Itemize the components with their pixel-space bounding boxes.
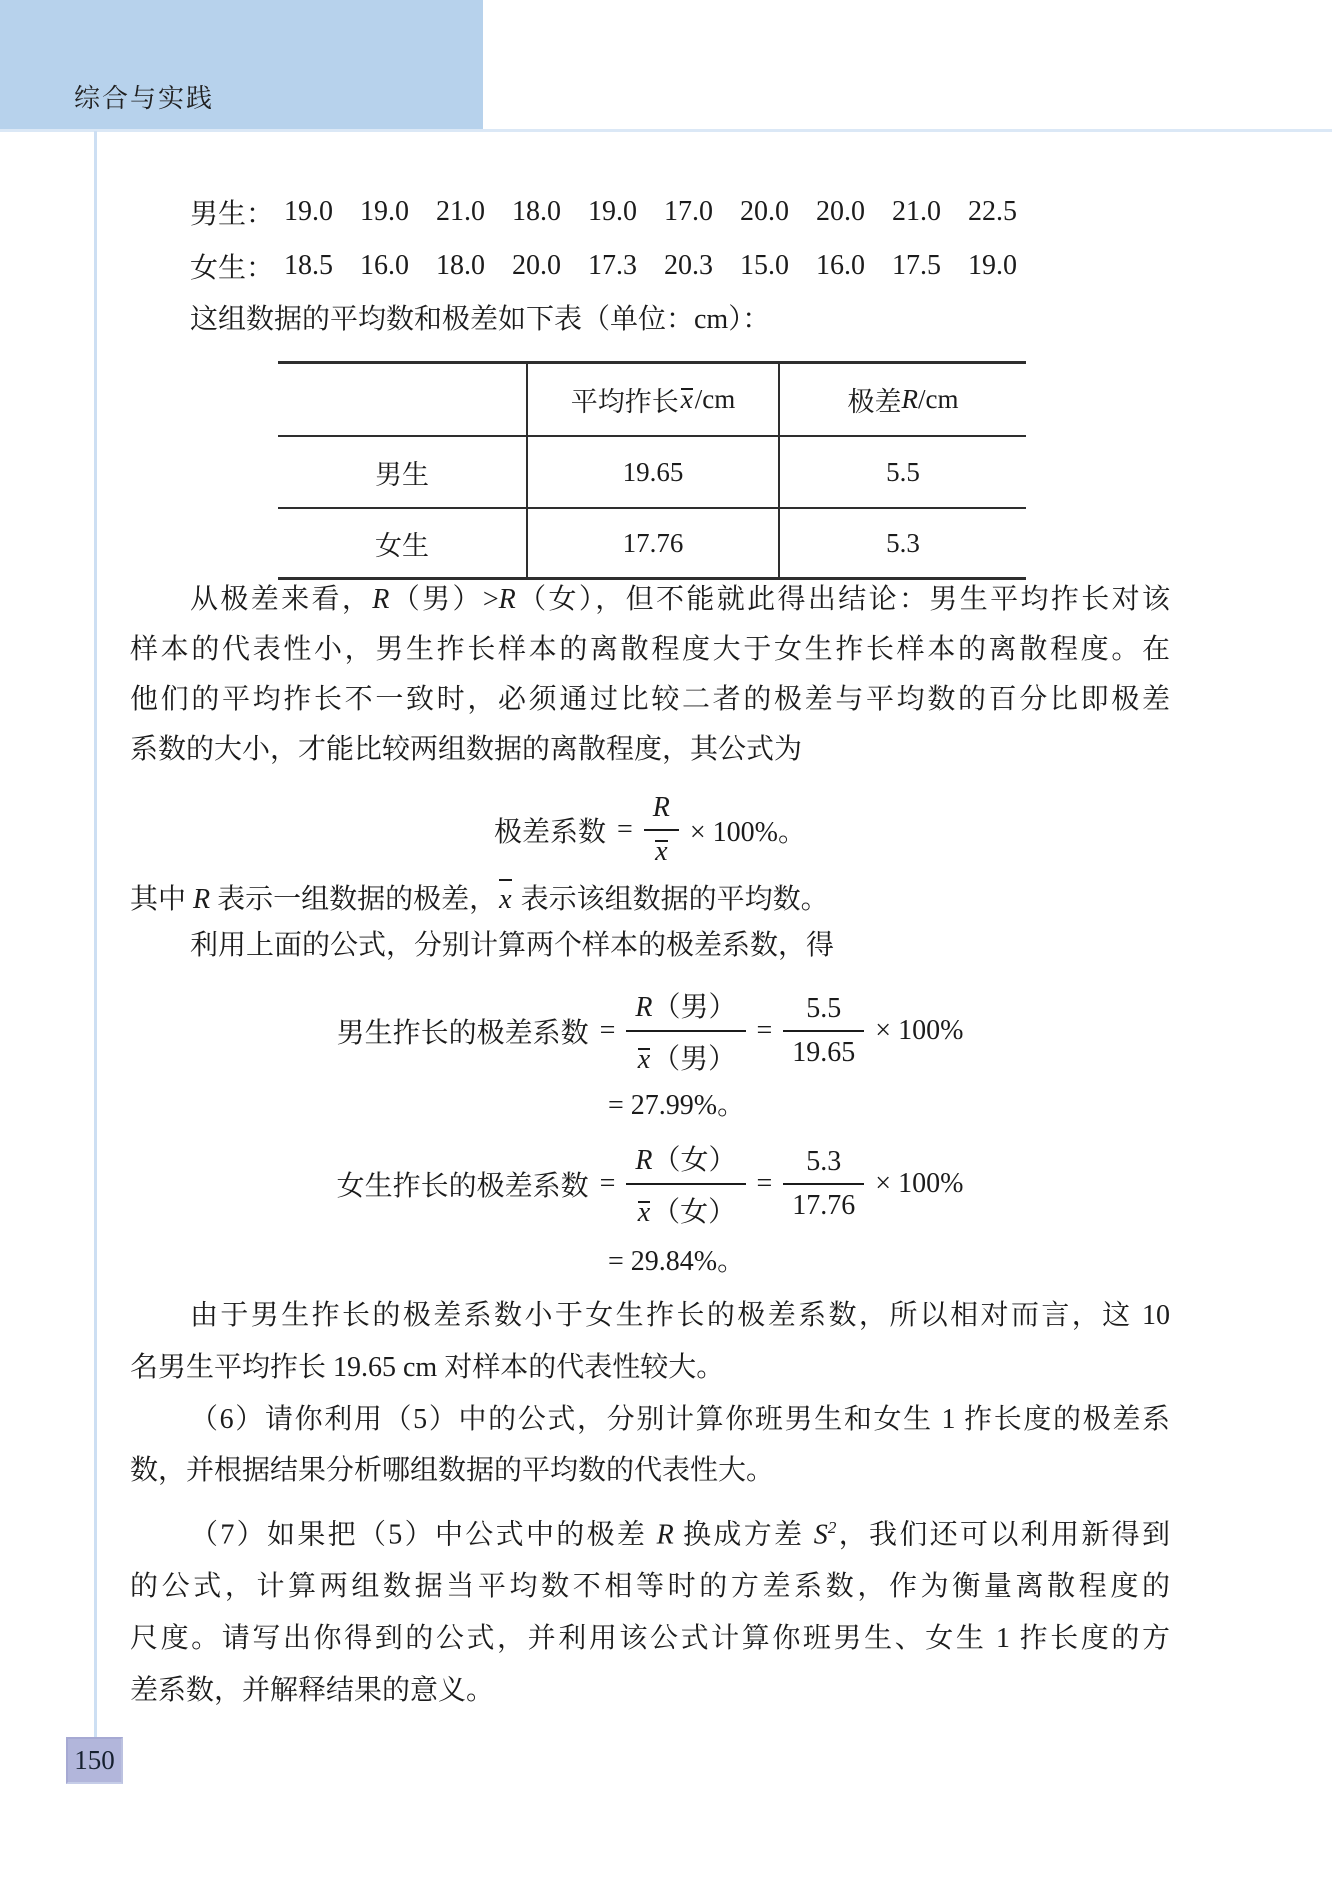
fraction-numerator: R <box>644 792 679 831</box>
data-value: 16.0 <box>360 250 410 281</box>
fraction-numerator: 5.5 <box>783 993 864 1032</box>
question-7 <box>130 1502 1170 1717</box>
mean-value: 17.76 <box>526 509 778 577</box>
equation-tail: × 100% <box>875 1168 964 1199</box>
paragraph-line: 他们的平均拃长不一致时，必须通过比较二者的极差与平均数的百分比即极差 <box>130 684 1170 715</box>
data-value: 19.0 <box>968 250 1018 281</box>
fraction <box>783 1146 864 1222</box>
fraction <box>626 1138 745 1230</box>
table-row-boys <box>278 435 1026 507</box>
stats-table <box>278 361 1026 580</box>
equation-male-result: = 27.99%。 <box>608 1090 746 1121</box>
data-value: 21.0 <box>892 196 942 227</box>
data-value: 16.0 <box>816 250 866 281</box>
girls-label: 女生： <box>190 253 275 284</box>
data-value: 19.0 <box>360 196 410 227</box>
fraction <box>626 985 745 1077</box>
fraction-numerator: R（女） <box>626 1138 745 1185</box>
row-label: 男生 <box>375 459 429 490</box>
chapter-title: 综合与实践 <box>74 83 215 113</box>
table-header-row <box>278 364 1026 435</box>
equals-sign: = <box>756 1168 773 1199</box>
header-cell-range: 极差 R /cm <box>778 364 1026 435</box>
data-value: 20.0 <box>512 250 562 281</box>
equation-label: 男生拃长的极差系数 <box>336 1018 589 1049</box>
data-value: 19.0 <box>588 196 638 227</box>
fraction-denominator: 19.65 <box>792 1037 856 1068</box>
equals-sign: = <box>616 814 633 845</box>
girls-data-row <box>130 240 1230 292</box>
fraction-numerator: R（男） <box>626 985 745 1032</box>
paragraph-line: 名男生平均拃长 19.65 cm 对样本的代表性较大。 <box>130 1352 725 1383</box>
fraction-denominator: x（女） <box>637 1197 737 1228</box>
boys-label: 男生： <box>190 199 275 230</box>
girls-values <box>284 250 1017 282</box>
boys-data-row <box>130 186 1230 238</box>
paragraph-line: （6）请你利用（5）中的公式，分别计算你班男生和女生 1 拃长度的极差系 <box>190 1404 1170 1435</box>
chapter-header-band <box>0 0 483 131</box>
paragraph-line: 差系数，并解释结果的意义。 <box>130 1675 495 1707</box>
apply-formula-line: 利用上面的公式，分别计算两个样本的极差系数，得 <box>190 930 835 961</box>
paragraph-line: 系数的大小，才能比较两组数据的离散程度，其公式为 <box>130 734 803 765</box>
data-value: 17.5 <box>892 250 942 281</box>
data-value: 15.0 <box>740 250 790 281</box>
data-value: 22.5 <box>968 196 1018 227</box>
equals-sign: = <box>599 1168 616 1199</box>
data-value: 19.0 <box>284 196 334 227</box>
boys-values <box>284 196 1017 228</box>
formula-note-line: 其中 R 表示一组数据的极差，x 表示该组数据的平均数。 <box>130 875 1170 925</box>
table-intro-line: 这组数据的平均数和极差如下表（单位：cm）： <box>190 304 771 335</box>
data-value: 17.0 <box>664 196 714 227</box>
fraction-numerator: 5.3 <box>783 1146 864 1185</box>
paragraph-line: 的公式，计算两组数据当平均数不相等时的方差系数，作为衡量离散程度的 <box>130 1571 1170 1603</box>
fraction-denominator: x <box>655 836 668 867</box>
formula-label: 极差系数 <box>493 817 606 848</box>
paragraph-line: 尺度。请写出你得到的公式，并利用该公式计算你班男生、女生 1 拃长度的方 <box>130 1623 1170 1655</box>
data-value: 18.0 <box>512 196 562 227</box>
equals-sign: = <box>756 1015 773 1046</box>
paragraph-line: 从极差来看，R（男）>R（女），但不能就此得出结论：男生平均拃长对该 <box>190 584 1170 615</box>
range-value: 5.5 <box>778 437 1026 507</box>
table-row-girls <box>278 507 1026 577</box>
paragraph-line: 数，并根据结果分析哪组数据的平均数的代表性大。 <box>130 1455 775 1486</box>
data-value: 20.0 <box>740 196 790 227</box>
range-value: 5.3 <box>778 509 1026 577</box>
header-cell-empty <box>278 364 526 435</box>
equation-label: 女生拃长的极差系数 <box>336 1171 589 1202</box>
paragraph-line: 样本的代表性小，男生拃长样本的离散程度大于女生拃长样本的离散程度。在 <box>130 634 1170 665</box>
fraction <box>783 993 864 1069</box>
fraction-denominator: x（男） <box>637 1044 737 1075</box>
equation-tail: × 100% <box>875 1015 964 1046</box>
data-value: 21.0 <box>436 196 486 227</box>
data-value: 20.0 <box>816 196 866 227</box>
data-value: 17.3 <box>588 250 638 281</box>
fraction <box>644 792 679 868</box>
equation-female-result: = 29.84%。 <box>608 1246 746 1277</box>
paragraph-line: 由于男生拃长的极差系数小于女生拃长的极差系数，所以相对而言，这 10 <box>190 1300 1170 1331</box>
mean-value: 19.65 <box>526 437 778 507</box>
paragraph-line: （7）如果把（5）中公式中的极差 R 换成方差 $S^2$，我们还可以利用新得到 <box>190 1518 1170 1551</box>
page-number-badge <box>66 1737 123 1784</box>
fraction-denominator: 17.76 <box>792 1190 856 1221</box>
margin-vertical-line <box>94 131 97 1737</box>
question-6 <box>130 1394 1170 1496</box>
formula-range-coefficient <box>130 792 1170 867</box>
data-value: 20.3 <box>664 250 714 281</box>
equation-male <box>130 985 1170 1077</box>
paragraph-conclusion <box>130 1290 1170 1394</box>
header-rule <box>0 129 1332 132</box>
page-number: 150 <box>74 1745 115 1775</box>
data-value: 18.0 <box>436 250 486 281</box>
header-cell-mean: 平均拃长 x /cm <box>526 364 778 435</box>
formula-tail: × 100%。 <box>689 817 807 848</box>
row-label: 女生 <box>375 530 429 561</box>
paragraph-range-discussion <box>130 575 1170 775</box>
data-value: 18.5 <box>284 250 334 281</box>
equals-sign: = <box>599 1015 616 1046</box>
equation-female <box>130 1138 1170 1230</box>
